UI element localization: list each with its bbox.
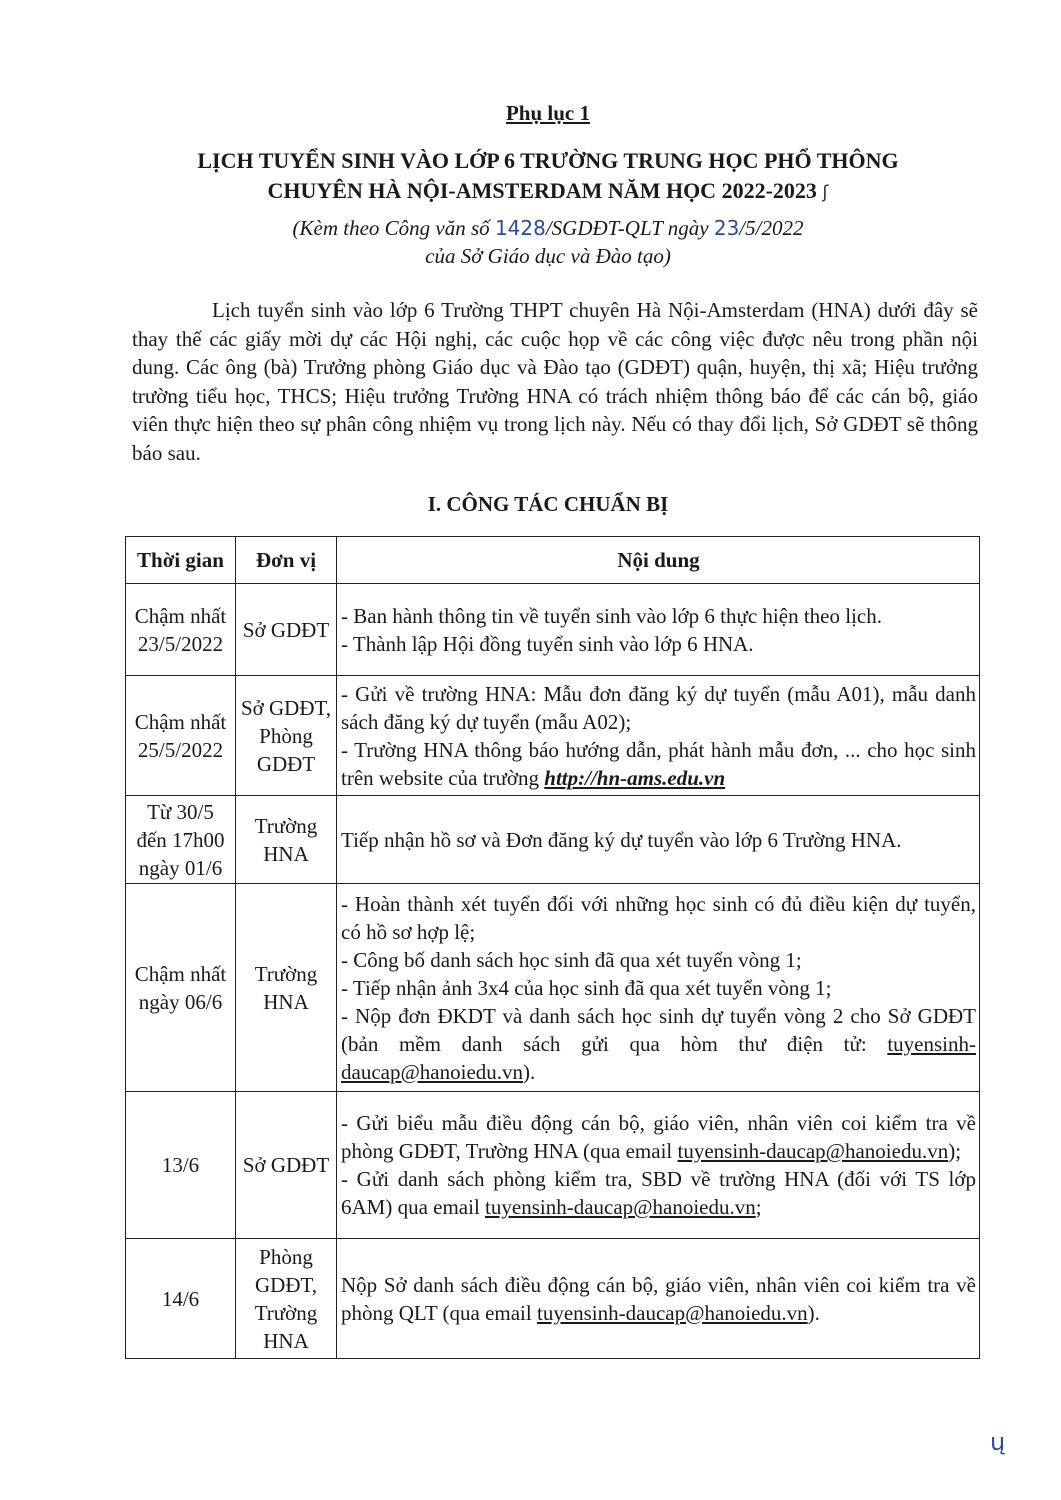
section-title: I. CÔNG TÁC CHUẨN BỊ xyxy=(427,492,669,516)
content-text: - Gửi biểu mẫu điều động cán bộ, giáo viên, nhân viên coi kiểm tra về phòng GDĐT, Trường HNA (qua email xyxy=(341,1111,976,1163)
content-text: ). xyxy=(807,1300,820,1325)
handwritten-mark: ʃ xyxy=(822,182,829,203)
content-text: Nộp Sở danh sách điều động cán bộ, giáo viên, nhân viên coi kiểm tra về phòng QLT (qua email xyxy=(341,1272,976,1325)
appendix-label: Phụ lục 1 xyxy=(505,101,591,125)
cell-content xyxy=(337,676,980,796)
cell-time: Chậm nhất 25/5/2022 xyxy=(126,676,236,796)
content-line xyxy=(341,1271,976,1327)
table-row xyxy=(126,676,980,796)
cell-content xyxy=(337,1239,980,1359)
title-line-2-text: CHUYÊN HÀ NỘI-AMSTERDAM NĂM HỌC 2022-2023 xyxy=(267,178,817,203)
content-line xyxy=(341,1109,976,1165)
cell-time: 14/6 xyxy=(126,1239,236,1359)
content-text: - Trường HNA thông báo hướng dẫn, phát hành mẫu đơn, ... cho học sinh trên website của trường xyxy=(341,737,976,790)
email-link[interactable]: tuyensinh-daucap@hanoiedu.vn xyxy=(536,1300,808,1325)
school-website-link[interactable]: http://hn-ams.edu.vn xyxy=(544,765,726,790)
table-row xyxy=(126,1239,980,1359)
email-link[interactable]: tuyensinh-daucap@hanoiedu.vn xyxy=(485,1195,756,1219)
subtitle-part-b: /SGDĐT-QLT ngày xyxy=(545,216,714,240)
content-line xyxy=(341,1002,976,1086)
content-line: - Ban hành thông tin về tuyển sinh vào lớp 6 thực hiện theo lịch. xyxy=(341,603,882,628)
cell-unit: Sở GDĐT, Phòng GDĐT xyxy=(236,676,337,796)
content-line: Tiếp nhận hồ sơ và Đơn đăng ký dự tuyển vào lớp 6 Trường HNA. xyxy=(341,827,902,852)
content-text: ; xyxy=(755,1195,762,1219)
cell-content xyxy=(337,1092,980,1239)
content-line: - Thành lập Hội đồng tuyển sinh vào lớp 6 HNA. xyxy=(341,631,754,656)
header-content: Nội dung xyxy=(337,537,980,584)
title-line-1: LỊCH TUYỂN SINH VÀO LỚP 6 TRƯỜNG TRUNG HỌC PHỔ THÔNG xyxy=(197,148,899,173)
subtitle-part-c: /5/2022 xyxy=(739,216,804,240)
content-line xyxy=(341,736,976,792)
email-link[interactable]: tuyensinh-daucap@hanoiedu.vn xyxy=(677,1139,949,1163)
table-row xyxy=(126,796,980,884)
handwritten-doc-number: 1428 xyxy=(494,216,546,240)
document-title xyxy=(100,146,996,208)
table-row xyxy=(126,584,980,676)
content-text: ). xyxy=(523,1059,536,1084)
content-line: - Gửi về trường HNA: Mẫu đơn đăng ký dự tuyển (mẫu A01), mẫu danh sách đăng ký dự tuyển (mẫu A02); xyxy=(341,681,976,734)
schedule-table xyxy=(125,536,980,1359)
cell-content xyxy=(337,584,980,676)
cell-time: Từ 30/5 đến 17h00 ngày 01/6 xyxy=(126,796,236,884)
subtitle-line-1 xyxy=(100,214,996,242)
cell-unit: Trường HNA xyxy=(236,884,337,1092)
cell-time: Chậm nhất ngày 06/6 xyxy=(126,884,236,1092)
cell-unit: Trường HNA xyxy=(236,796,337,884)
cell-unit: Sở GDĐT xyxy=(236,584,337,676)
content-text: - Nộp đơn ĐKDT và danh sách học sinh dự tuyển vòng 2 cho Sở GDĐT (bản mềm danh sách gửi qua hòm thư điện tử: xyxy=(341,1003,976,1056)
intro-paragraph: Lịch tuyển sinh vào lớp 6 Trường THPT chuyên Hà Nội-Amsterdam (HNA) dưới đây sẽ thay thế các giấy mời dự các Hội nghị, các cuộc họp về các công việc được nêu trong phần nội dung. Các ông (bà) Trưởng phòng Giáo dục và Đào tạo (GDĐT) quận, huyện, thị xã; Hiệu trưởng trường tiểu học, THCS; Hiệu trưởng Trường HNA có trách nhiệm thông báo để các cán bộ, giáo viên thực hiện theo sự phân công nhiệm vụ trong lịch này. Nếu có thay đổi lịch, Sở GDĐT sẽ thông báo sau. xyxy=(132,298,978,465)
email-link[interactable]: tuyensinh-daucap@hanoiedu.vn xyxy=(341,1031,976,1084)
document-subtitle xyxy=(100,214,996,270)
cell-unit: Sở GDĐT xyxy=(236,1092,337,1239)
table-row xyxy=(126,884,980,1092)
cell-time: 13/6 xyxy=(126,1092,236,1239)
subtitle-part-a: (Kèm theo Công văn số xyxy=(292,216,495,240)
cell-content xyxy=(337,796,980,884)
header-unit: Đơn vị xyxy=(236,537,337,584)
content-line: - Hoàn thành xét tuyển đối với những học sinh có đủ điều kiện dự tuyển, có hồ sơ hợp lệ; xyxy=(341,891,976,944)
cell-unit: Phòng GDĐT, Trường HNA xyxy=(236,1239,337,1359)
handwritten-initials: ų xyxy=(990,1428,1006,1456)
title-line-2 xyxy=(100,176,996,208)
handwritten-doc-day: 23 xyxy=(713,216,740,240)
content-line: - Công bố danh sách học sinh đã qua xét tuyển vòng 1; xyxy=(341,947,802,972)
content-line: - Tiếp nhận ảnh 3x4 của học sinh đã qua xét tuyển vòng 1; xyxy=(341,975,832,1000)
content-text: ); xyxy=(948,1139,962,1163)
content-text: - Gửi danh sách phòng kiểm tra, SBD về trường HNA (đối với TS lớp 6AM) qua email xyxy=(341,1167,976,1219)
content-line xyxy=(341,1165,976,1221)
header-time: Thời gian xyxy=(126,537,236,584)
table-row xyxy=(126,1092,980,1239)
table-header-row xyxy=(126,537,980,584)
cell-content xyxy=(337,884,980,1092)
subtitle-line-2: của Sở Giáo dục và Đào tạo) xyxy=(425,244,671,268)
cell-time: Chậm nhất 23/5/2022 xyxy=(126,584,236,676)
